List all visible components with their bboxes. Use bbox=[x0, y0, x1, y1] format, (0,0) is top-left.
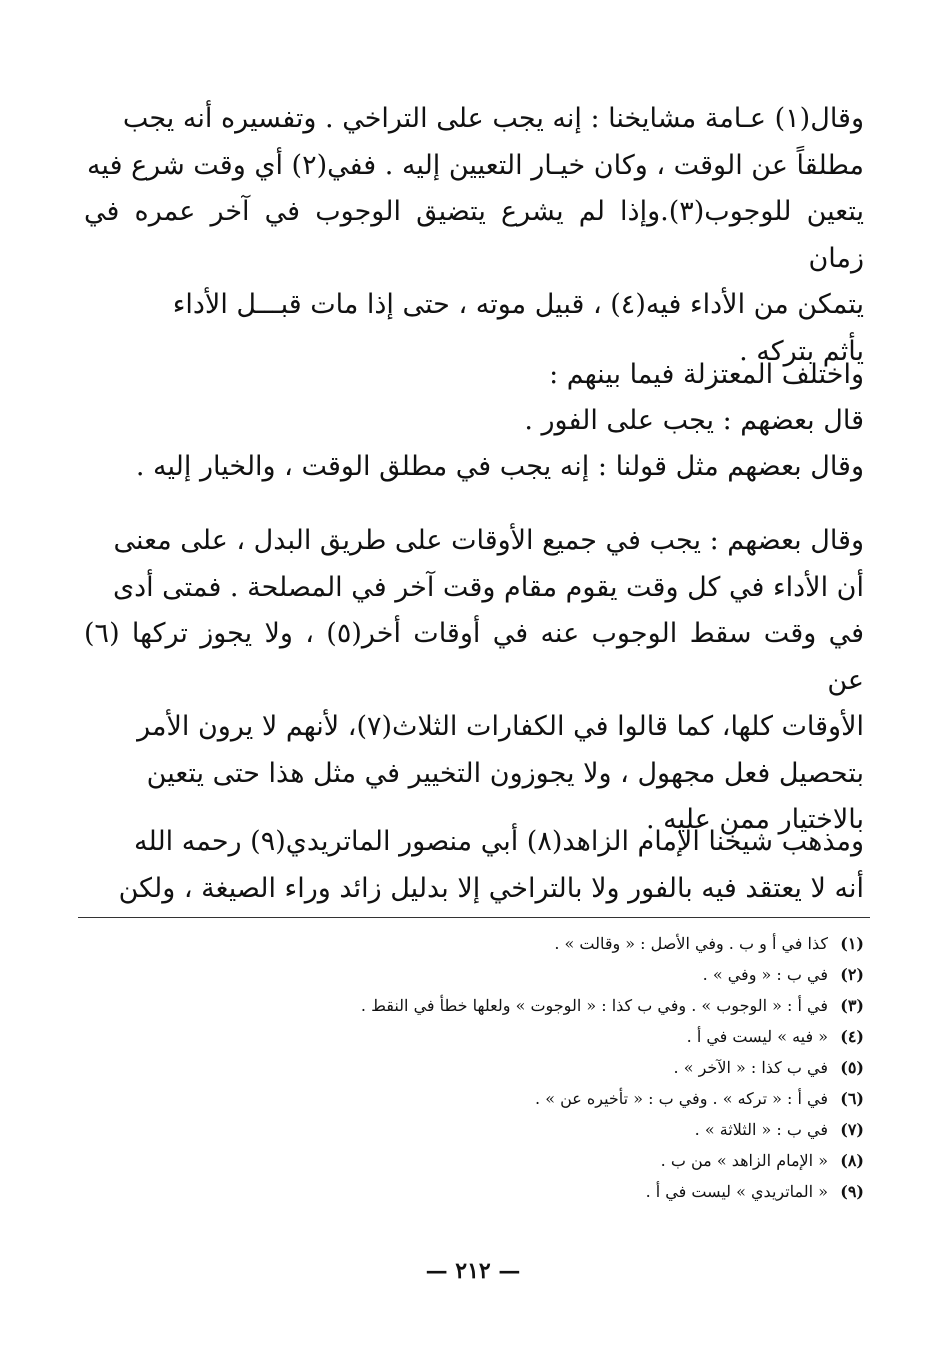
footnote-number: (٤) bbox=[840, 1027, 864, 1046]
footnote bbox=[244, 1176, 864, 1207]
footnote-number: (٦) bbox=[840, 1089, 864, 1108]
footnote-number: (٧) bbox=[840, 1120, 864, 1139]
footnote-number: (١) bbox=[840, 934, 864, 953]
footnote-number: (٩) bbox=[840, 1182, 864, 1201]
footnote bbox=[244, 1052, 864, 1083]
text-line: وقال بعضهم : يجب في جميع الأوقات على طريق البدل ، على معنى bbox=[113, 525, 864, 556]
text-line: وقال بعضهم مثل قولنا : إنه يجب في مطلق الوقت ، والخيار إليه . bbox=[135, 451, 864, 482]
footnote bbox=[244, 1021, 864, 1052]
text-line: مطلقاً عن الوقت ، وكان خيـار التعيين إليه . ففي(٢) أي وقت شرع فيه bbox=[86, 149, 864, 181]
footnote-text: في أ : « الوجوب » . وفي ب كذا : « الوجوت » ولعلها خطأ في النقط . bbox=[360, 996, 828, 1015]
footnote-text: في أ : « تركه » . وفي ب : « تأخيره عن » . bbox=[535, 1089, 828, 1108]
text-line: في وقت سقط الوجوب عنه في أوقات أخر(٥) ، ولا يجوز تركها (٦) عن bbox=[84, 618, 865, 696]
footnote-text: « الماتريدي » ليست في أ . bbox=[645, 1182, 828, 1201]
footnote bbox=[244, 1145, 864, 1176]
paragraph-4 bbox=[84, 818, 864, 912]
footnote-text: في ب : « الثلاثة » . bbox=[694, 1120, 828, 1139]
footnote-number: (٣) bbox=[840, 996, 864, 1015]
footnote-text: في ب : « وفي » . bbox=[702, 965, 828, 984]
text-line: ومذهب شيخنا الإمام الزاهد(٨) أبي منصور الماتريدي(٩) رحمه الله bbox=[134, 826, 864, 857]
footnote bbox=[244, 928, 864, 959]
text-line: قال بعضهم : يجب على الفور . bbox=[524, 405, 864, 436]
text-line: بالاختيار ممن عليه . bbox=[645, 804, 864, 835]
text-line: وقال(١) عـامة مشايخنا : إنه يجب على التراخي . وتفسيره أنه يجب bbox=[122, 103, 864, 134]
footnote bbox=[244, 1114, 864, 1145]
text-line: بتحصيل فعل مجهول ، ولا يجوزون التخيير في مثل هذا حتى يتعين bbox=[146, 757, 864, 789]
text-line: يتمكن من الأداء فيه(٤) ، قبيل موته ، حتى إذا مات قبـــل الأداء bbox=[172, 289, 864, 320]
footnote bbox=[244, 959, 864, 990]
footnote-divider bbox=[78, 917, 870, 918]
paragraph-2 bbox=[84, 352, 864, 490]
text-line: الأوقات كلها، كما قالوا في الكفارات الثلاث(٧)، لأنهم لا يرون الأمر bbox=[137, 711, 864, 742]
text-line: يتعين للوجوب(٣).وإذا لم يشرع يتضيق الوجوب في آخر عمره في زمان bbox=[84, 196, 864, 274]
footnote-number: (٢) bbox=[840, 965, 864, 984]
page-number: — ٢١٢ — bbox=[425, 1258, 521, 1284]
text-line: واختلف المعتزلة فيما بينهم : bbox=[549, 359, 864, 390]
footnote-text: « الإمام الزاهد » من ب . bbox=[660, 1151, 828, 1170]
footnote bbox=[244, 990, 864, 1021]
footnote-number: (٨) bbox=[840, 1151, 864, 1170]
footnotes bbox=[244, 928, 864, 1207]
text-line: يأثم بتركه . bbox=[739, 335, 864, 367]
paragraph-1 bbox=[84, 96, 864, 375]
footnote-text: في ب كذا : « الآخر » . bbox=[673, 1058, 828, 1077]
footnote-text: كذا في أ و ب . وفي الأصل : « وقالت » . bbox=[554, 934, 828, 953]
footnote bbox=[244, 1083, 864, 1114]
footnote-text: « فيه » ليست في أ . bbox=[686, 1027, 828, 1046]
text-line: أن الأداء في كل وقت يقوم مقام وقت آخر في المصلحة . فمتى أدى bbox=[112, 571, 864, 603]
paragraph-3 bbox=[84, 518, 864, 844]
text-line: أنه لا يعتقد فيه بالفور ولا بالتراخي إلا بدليل زائد وراء الصيغة ، ولكن bbox=[118, 873, 864, 904]
footnote-number: (٥) bbox=[840, 1058, 864, 1077]
